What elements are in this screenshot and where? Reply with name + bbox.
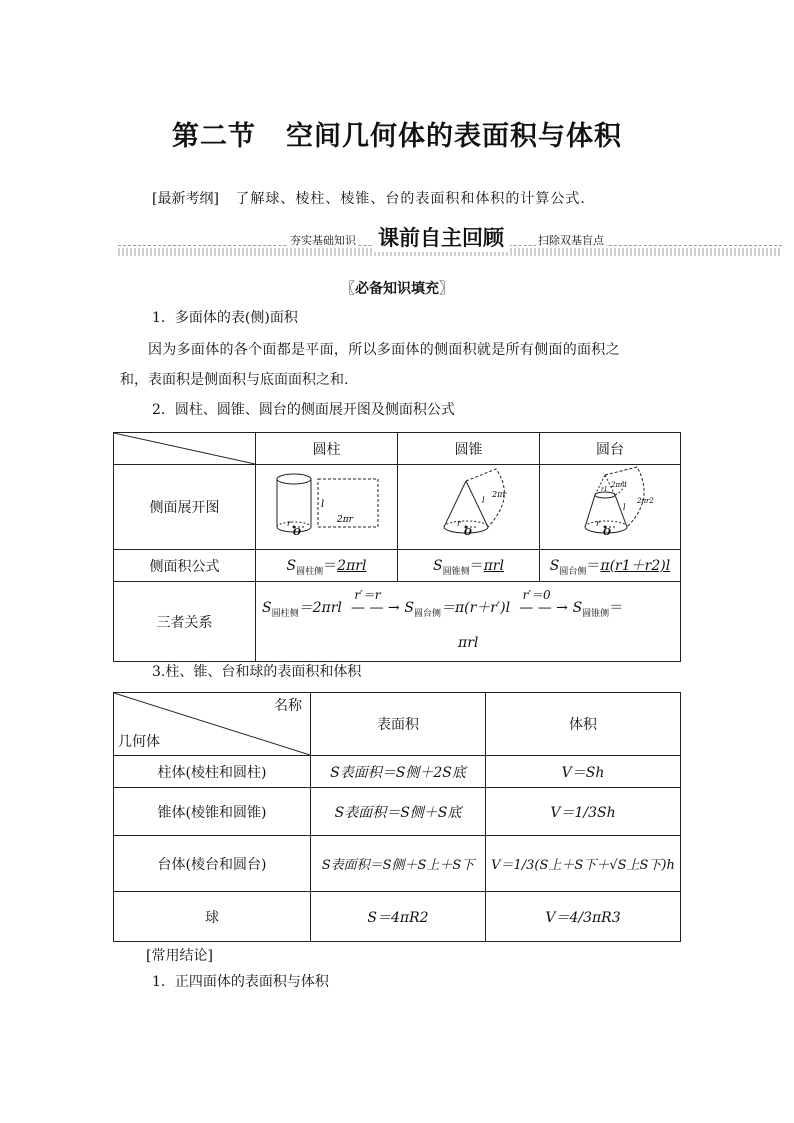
corner-cell (114, 433, 256, 465)
outline-text: 了解球、棱柱、棱锥、台的表面积和体积的计算公式. (235, 191, 586, 207)
relation-tail: πrl (458, 634, 479, 651)
fig-cone-2pir: 2πr (491, 490, 506, 499)
prism-area: S表面积＝S侧＋2S底 (311, 756, 486, 788)
corner-cell-2 (114, 693, 311, 756)
fig-r: r (286, 519, 291, 528)
title-topic: 空间几何体的表面积与体积 (286, 121, 622, 152)
prism-volume: V＝Sh (486, 756, 681, 788)
S: S (549, 557, 560, 574)
section-label: 必备知识填充 (355, 281, 439, 297)
col-cylinder: 圆柱 (256, 433, 398, 465)
conclusion-item: 1．正四面体的表面积与体积 (152, 974, 329, 990)
cylinder-net-diagram (258, 465, 396, 545)
item3-heading-text: 3.柱、锥、台和球的表面积和体积 (152, 664, 362, 680)
area-volume-table (113, 692, 681, 942)
section-banner (118, 224, 782, 258)
row-prism: 柱体(棱柱和圆柱) (114, 756, 311, 788)
sphere-area: S＝4πR2 (311, 892, 486, 942)
bracket-open: 〖 (341, 281, 355, 297)
val: π(r1＋r2)l (600, 557, 671, 574)
fig-cone-O: O (463, 528, 472, 538)
fig-frustum-r: r (596, 519, 600, 528)
row-formula-label: 侧面积公式 (114, 550, 256, 582)
col-frustum: 圆台 (540, 433, 681, 465)
head-name: 名称 (274, 698, 302, 714)
fig-frustum-l: l (623, 503, 626, 512)
fig-frustum-O: O (603, 528, 611, 538)
fig-O: O (292, 528, 301, 538)
banner-right: 扫除双基盲点 (538, 234, 604, 247)
exam-outline (152, 188, 586, 208)
item1-body-2: 和，表面积是侧面积与底面面积之和. (120, 372, 349, 388)
row-unfold-label: 侧面展开图 (114, 465, 256, 550)
item3-heading (152, 660, 361, 684)
p3: ＝ (609, 599, 624, 616)
sub: 圆台侧 (559, 566, 587, 577)
pyramid-area: S表面积＝S侧＋S底 (311, 788, 486, 836)
title-section: 第二节 (172, 121, 256, 152)
frustum-net-diagram (541, 465, 679, 545)
conclusion-tag: [常用结论] (146, 948, 213, 964)
frustum-formula (540, 550, 681, 582)
banner-center: 课前自主回顾 (372, 222, 510, 252)
val: 2πrl (337, 557, 367, 574)
item1-body-1: 因为多面体的各个面都是平面，所以多面体的侧面积就是所有侧面的面积之 (148, 342, 620, 358)
row-pyramid: 锥体(棱锥和圆锥) (114, 788, 311, 836)
item1-heading: 1．多面体的表(侧)面积 (152, 310, 298, 326)
lateral-area-table (113, 432, 681, 662)
pyramid-volume: V＝1/3Sh (486, 788, 681, 836)
col-volume: 体积 (486, 693, 681, 756)
relation-cell: $S_{圆柱侧}=2\pi rl$ r′＝r — — → $S_{圆台侧}=\pi(r+r')l$ r′＝0 — — → $S_{圆锥侧}=$ πrl (256, 582, 681, 662)
sphere-volume: V＝4/3πR3 (486, 892, 681, 942)
item2-heading: 2．圆柱、圆锥、圆台的侧面展开图及侧面积公式 (152, 402, 455, 418)
eq: ＝ (323, 557, 338, 574)
s3sub: 圆锥侧 (582, 608, 610, 619)
a2: r′＝0 (522, 587, 551, 602)
eq: ＝ (586, 557, 601, 574)
row-frustum: 台体(棱台和圆台) (114, 836, 311, 892)
frustum-volume: V＝1/3(S上＋S下＋√S上S下)h (486, 836, 681, 892)
fig-2pir2: 2πr2 (637, 497, 654, 505)
bracket-close: 〗 (439, 281, 453, 297)
S: S (286, 557, 297, 574)
S: S (433, 557, 443, 574)
val: πrl (483, 557, 504, 574)
cylinder-net-figure (256, 465, 398, 550)
s2sub: 圆台侧 (413, 608, 441, 619)
eq: ＝ (469, 557, 484, 574)
fig-2pir1: 2πr1 (611, 481, 628, 489)
col-area: 表面积 (311, 693, 486, 756)
outline-tag: [最新考纲] (152, 191, 219, 207)
a1: r′＝r (354, 587, 381, 602)
cone-net-figure (398, 465, 540, 550)
section-heading (0, 278, 794, 298)
sub: 圆锥侧 (442, 566, 470, 577)
banner-left: 夯实基础知识 (290, 234, 356, 247)
row-relation-label: 三者关系 (114, 582, 256, 662)
fig-l: l (320, 499, 324, 510)
page-title (0, 114, 794, 153)
sub: 圆柱侧 (296, 566, 324, 577)
cone-formula (398, 550, 540, 582)
fig-cone-r: r (456, 519, 461, 528)
frustum-area: S表面积＝S侧＋S上＋S下 (311, 836, 486, 892)
s3: S (572, 599, 583, 616)
fig-2pir: 2πr (336, 515, 353, 525)
fig-cone-l: l (481, 496, 485, 505)
fig-r1: r1 (601, 486, 608, 493)
s1: S (262, 599, 272, 616)
frustum-net-figure (540, 465, 681, 550)
s2: S (404, 599, 414, 616)
col-cone: 圆锥 (398, 433, 540, 465)
row-sphere: 球 (114, 892, 311, 942)
p2: ＝π(r＋r′)l (440, 599, 511, 616)
s1sub: 圆柱侧 (271, 608, 299, 619)
p1: ＝2πrl (298, 599, 342, 616)
head-solid: 几何体 (118, 734, 160, 750)
cone-net-diagram (400, 465, 538, 545)
cylinder-formula (256, 550, 398, 582)
